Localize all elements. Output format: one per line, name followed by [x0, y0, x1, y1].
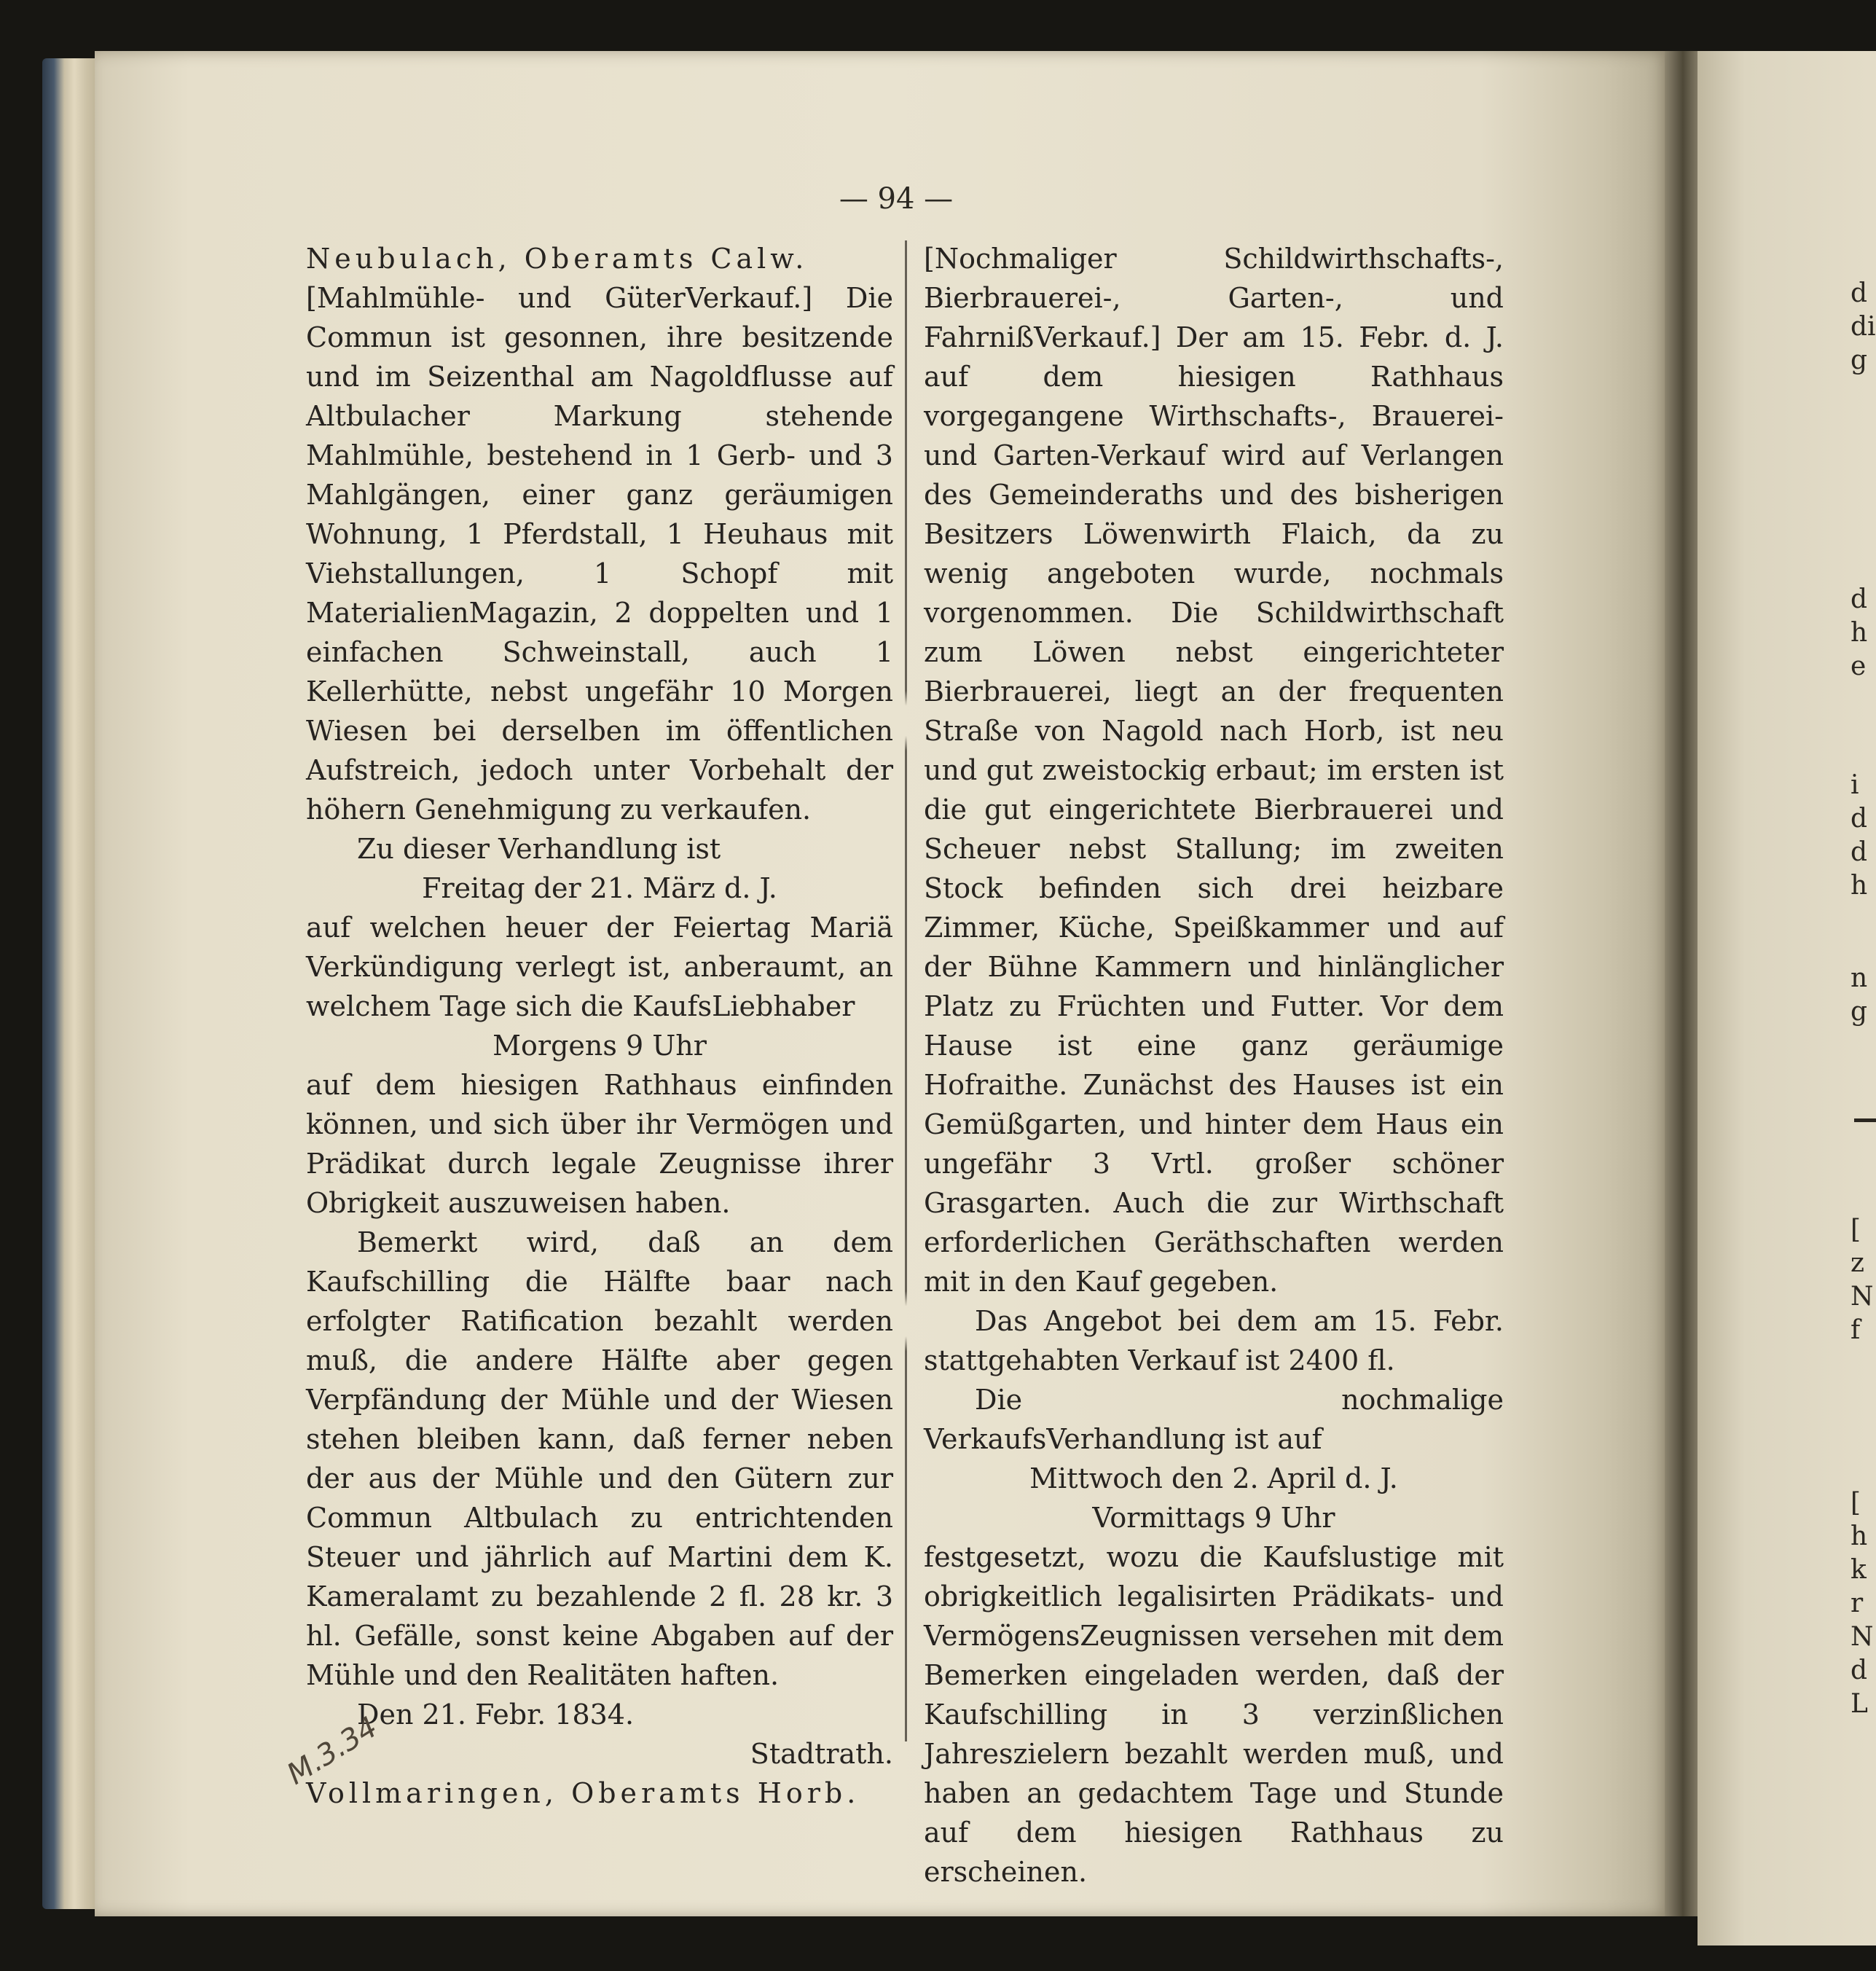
facing-page	[1698, 51, 1876, 1945]
auction-date: Mittwoch den 2. April d. J.	[1029, 1462, 1398, 1494]
notice-paragraph: auf dem hiesigen Rathhaus einfinden können, und sich über ihr Vermögen und Prädikat durch legale Zeugnisse ihrer Obrigkeit auszuweisen haben.	[306, 1069, 893, 1219]
fragment-rule	[1854, 1118, 1876, 1122]
notice-paragraph: Bemerkt wird, daß an dem Kaufschilling die Hälfte baar nach erfolgter Ratification bezahlt werden muß, die andere Hälfte aber gegen Verpfändung der Mühle und der Wiesen stehen bleiben kann, daß ferner neben der aus der Mühle und den Gütern zur Commun Altbulach zu entrichtenden Steuer und jährlich auf Martini dem K. Kameralamt zu bezahlende 2 fl. 28 kr. 3 hl. Gefälle, sonst keine Abgaben auf der Mühle und den Realitäten haften.	[306, 1226, 893, 1691]
fragment-line: d	[1851, 837, 1868, 867]
notice-dateline: Den 21. Febr. 1834.	[357, 1698, 635, 1731]
facing-page-fragment	[1851, 583, 1876, 683]
auction-time: Morgens 9 Uhr	[492, 1030, 707, 1062]
fragment-line: h	[1851, 871, 1868, 901]
notice-paragraph: [Nochmaliger Schildwirthschafts-, Bierbrauerei-, Garten-, und FahrnißVerkauf.] Der am 15. Febr. d. J. auf dem hiesigen Rathhaus vorgegangene Wirthschafts-, Brauerei- und Garten-Verkauf wird auf Verlangen des Gemeinderaths und des bisherigen Besitzers Löwenwirth Flaich, da zu wenig angeboten wurde, nochmals vorgenommen. Die Schildwirthschaft zum Löwen nebst eingerichteter Bierbrauerei, liegt an der frequenten Straße von Nagold nach Horb, ist neu und gut zweistockig erbaut; im ersten ist die gut eingerichtete Bierbrauerei und Scheuer nebst Stallung; im zweiten Stock befinden sich drei heizbare Zimmer, Küche, Speißkammer und auf der Bühne Kammern und hinlänglicher Platz zu Früchten und Futter. Vor dem Hause ist eine ganz geräumige Hofraithe. Zunächst des Hauses ist ein Gemüßgarten, und hinter dem Haus ein ungefähr 3 Vrtl. großer schöner Grasgarten. Auch die zur Wirthschaft erforderlichen Geräthschaften werden mit in den Kauf gegeben.	[924, 243, 1504, 1298]
fragment-line: [	[1851, 1488, 1861, 1518]
facing-page-fragment	[1851, 962, 1876, 1029]
fragment-line: L	[1851, 1689, 1868, 1719]
notice-paragraph: Das Angebot bei dem am 15. Febr. stattgehabten Verkauf ist 2400 fl.	[924, 1305, 1504, 1376]
fragment-line: h	[1851, 618, 1868, 648]
facing-page-fragment	[1851, 277, 1876, 377]
facing-page-fragment	[1851, 1486, 1876, 1721]
right-column	[924, 239, 1504, 1892]
auction-time: Vormittags 9 Uhr	[1092, 1502, 1335, 1534]
notice-heading-neubulach: Neubulach, Oberamts Calw.	[306, 243, 809, 275]
fragment-line: g	[1851, 997, 1868, 1027]
fragment-line: z	[1851, 1248, 1864, 1278]
notice-paragraph: auf welchen heuer der Feiertag Mariä Verkündigung verlegt ist, anberaumt, an welchem Tage sich die KaufsLiebhaber	[306, 912, 893, 1022]
fragment-line: N	[1851, 1622, 1874, 1652]
fragment-line: e	[1851, 651, 1867, 681]
page-number: — 94 —	[839, 182, 954, 216]
fragment-line: di	[1851, 312, 1876, 342]
auction-date: Freitag der 21. März d. J.	[422, 872, 777, 904]
notice-paragraph: [Mahlmühle- und GüterVerkauf.] Die Commun ist gesonnen, ihre besitzende und im Seizenthal am Nagoldflusse auf Altbulacher Markung stehende Mahlmühle, bestehend in 1 Gerb- und 3 Mahlgängen, einer ganz geräumigen Wohnung, 1 Pferdstall, 1 Heuhaus mit Viehstallungen, 1 Schopf mit MaterialienMagazin, 2 doppelten und 1 einfachen Schweinstall, auch 1 Kellerhütte, nebst ungefähr 10 Morgen Wiesen bei derselben im öffentlichen Aufstreich, jedoch unter Vorbehalt der höhern Genehmigung zu verkaufen.	[306, 282, 893, 826]
notice-paragraph: festgesetzt, wozu die Kaufslustige mit obrigkeitlich legalisirten Prädikats- und VermögensZeugnissen versehen mit dem Bemerken eingeladen werden, daß der Kaufschilling in 3 verzinßlichen Jahreszielern bezahlt werden muß, und haben an gedachtem Tage und Stunde auf dem hiesigen Rathhaus zu erscheinen.	[924, 1541, 1504, 1888]
fragment-line: i	[1851, 770, 1859, 800]
fragment-line: N	[1851, 1282, 1874, 1312]
column-divider	[905, 240, 907, 1741]
left-column	[306, 239, 893, 1813]
facing-page-fragment	[1851, 1213, 1876, 1347]
fragment-line: r	[1851, 1588, 1864, 1618]
facing-page-fragment	[1851, 769, 1876, 903]
fragment-line: f	[1851, 1315, 1861, 1345]
fragment-line: [	[1851, 1215, 1861, 1245]
fragment-line: d	[1851, 804, 1868, 834]
fragment-line: n	[1851, 963, 1868, 993]
fragment-line: k	[1851, 1555, 1867, 1585]
fragment-line: h	[1851, 1521, 1868, 1551]
notice-heading-vollmaringen: Vollmaringen, Oberamts Horb.	[306, 1777, 860, 1809]
book-edge	[42, 58, 101, 1909]
notice-paragraph: Zu dieser Verhandlung ist	[357, 833, 721, 865]
gutter	[1665, 51, 1701, 1916]
fragment-line: d	[1851, 278, 1868, 308]
fragment-line: g	[1851, 345, 1868, 375]
notice-paragraph: Die nochmalige VerkaufsVerhandlung ist auf	[924, 1384, 1504, 1455]
fragment-line: d	[1851, 1655, 1868, 1685]
fragment-line: d	[1851, 584, 1868, 614]
shelf-mark: M.3.34	[281, 1710, 384, 1792]
notice-signature: Stadtrath.	[750, 1738, 893, 1770]
